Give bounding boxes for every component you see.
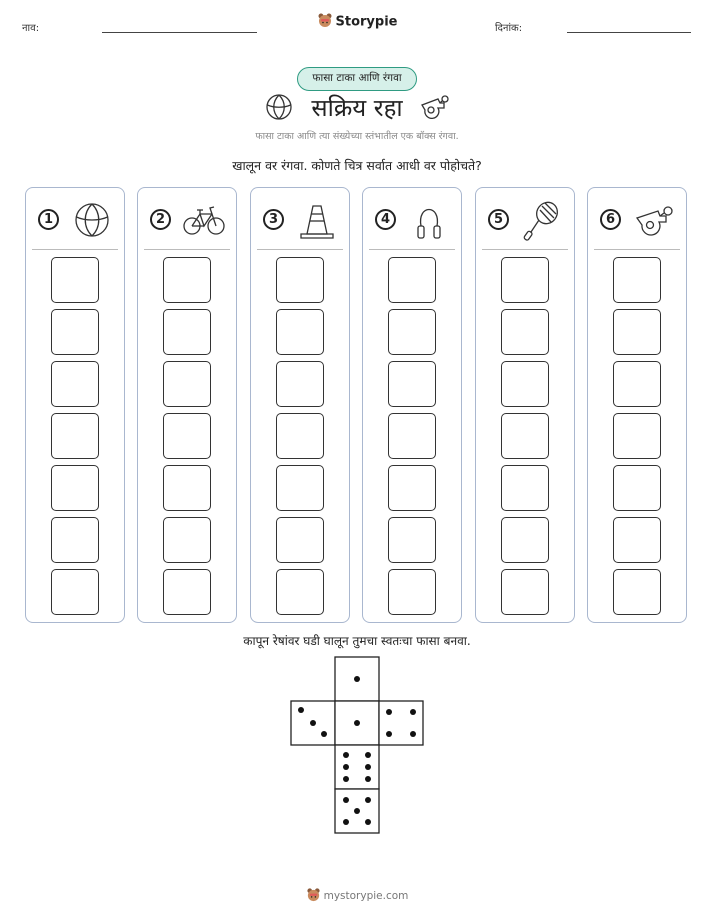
color-box[interactable] <box>163 413 211 459</box>
page-title: सक्रिय रहा <box>311 94 403 122</box>
storypie-mascot-icon <box>306 887 321 905</box>
brand-name: Storypie <box>335 14 398 30</box>
color-box[interactable] <box>613 569 661 615</box>
pip <box>354 676 360 682</box>
pip <box>298 707 304 713</box>
pip <box>410 709 416 715</box>
jump-rope-icon <box>407 198 451 242</box>
beach-ball-icon <box>70 198 114 242</box>
color-box[interactable] <box>163 569 211 615</box>
color-box[interactable] <box>276 465 324 511</box>
column-divider <box>369 249 455 250</box>
pip <box>343 764 349 770</box>
color-box[interactable] <box>388 309 436 355</box>
color-box[interactable] <box>388 569 436 615</box>
pip <box>365 764 371 770</box>
pip <box>365 752 371 758</box>
instruction-color: खालून वर रंगवा. कोणते चित्र सर्वात आधी वर पोहोचते? <box>232 158 482 173</box>
column-2 <box>137 187 237 623</box>
color-box[interactable] <box>613 361 661 407</box>
dice-net <box>288 655 428 837</box>
pip <box>321 731 327 737</box>
die-face <box>335 745 379 789</box>
color-box[interactable] <box>501 361 549 407</box>
pip <box>365 797 371 803</box>
color-box[interactable] <box>613 413 661 459</box>
color-box[interactable] <box>501 309 549 355</box>
color-box[interactable] <box>276 569 324 615</box>
pip <box>343 797 349 803</box>
column-divider <box>257 249 343 250</box>
color-box[interactable] <box>501 413 549 459</box>
column-number: 4 <box>375 209 396 230</box>
color-box[interactable] <box>388 465 436 511</box>
pip <box>365 819 371 825</box>
column-number: 2 <box>150 209 171 230</box>
column-divider <box>482 249 568 250</box>
color-box[interactable] <box>51 257 99 303</box>
column-number: 6 <box>600 209 621 230</box>
color-box[interactable] <box>276 257 324 303</box>
color-box[interactable] <box>276 413 324 459</box>
tennis-racket-icon <box>520 198 564 242</box>
color-box[interactable] <box>388 413 436 459</box>
column-4 <box>362 187 462 623</box>
bicycle-icon <box>182 198 226 242</box>
color-box[interactable] <box>51 517 99 563</box>
pip <box>343 819 349 825</box>
date-label: दिनांक: <box>495 23 523 34</box>
column-5 <box>475 187 575 623</box>
color-box[interactable] <box>51 465 99 511</box>
pip <box>354 808 360 814</box>
column-3 <box>250 187 350 623</box>
pip <box>386 709 392 715</box>
pip <box>386 731 392 737</box>
traffic-cone-icon <box>295 198 339 242</box>
color-box[interactable] <box>51 361 99 407</box>
column-number: 1 <box>38 209 59 230</box>
storypie-mascot-icon <box>317 12 333 32</box>
color-box[interactable] <box>276 517 324 563</box>
pip <box>354 720 360 726</box>
color-box[interactable] <box>163 361 211 407</box>
color-box[interactable] <box>613 309 661 355</box>
column-6 <box>587 187 687 623</box>
color-box[interactable] <box>388 517 436 563</box>
color-box[interactable] <box>163 517 211 563</box>
instruction-cut: कापून रेषांवर घडी घालून तुमचा स्वतःचा फासा बनवा. <box>243 634 471 648</box>
color-box[interactable] <box>613 257 661 303</box>
date-line <box>567 32 691 33</box>
pip <box>410 731 416 737</box>
name-label: नाव: <box>22 23 40 34</box>
pip <box>343 752 349 758</box>
color-box[interactable] <box>163 309 211 355</box>
color-box[interactable] <box>51 413 99 459</box>
column-1 <box>25 187 125 623</box>
column-divider <box>594 249 680 250</box>
name-line <box>102 32 257 33</box>
color-box[interactable] <box>388 361 436 407</box>
color-box[interactable] <box>51 309 99 355</box>
pip <box>365 776 371 782</box>
footer-url[interactable]: mystorypie.com <box>323 890 409 902</box>
whistle-icon <box>632 198 676 242</box>
column-number: 3 <box>263 209 284 230</box>
color-box[interactable] <box>276 361 324 407</box>
color-box[interactable] <box>501 465 549 511</box>
color-box[interactable] <box>51 569 99 615</box>
color-box[interactable] <box>501 517 549 563</box>
column-number: 5 <box>488 209 509 230</box>
subtitle: फासा टाका आणि त्या संख्येच्या स्तंभातील एक बॉक्स रंगवा. <box>255 131 459 142</box>
color-box[interactable] <box>613 517 661 563</box>
footer <box>0 887 714 905</box>
activity-badge: फासा टाका आणि रंगवा <box>297 67 417 91</box>
die-face <box>379 701 423 745</box>
whistle-icon <box>418 93 450 119</box>
brand-logo <box>0 12 714 32</box>
column-divider <box>32 249 118 250</box>
column-divider <box>144 249 230 250</box>
color-box[interactable] <box>276 309 324 355</box>
color-box[interactable] <box>613 465 661 511</box>
color-box[interactable] <box>163 465 211 511</box>
pip <box>310 720 316 726</box>
color-box[interactable] <box>388 257 436 303</box>
color-box[interactable] <box>163 257 211 303</box>
color-box[interactable] <box>501 569 549 615</box>
pip <box>343 776 349 782</box>
color-box[interactable] <box>501 257 549 303</box>
